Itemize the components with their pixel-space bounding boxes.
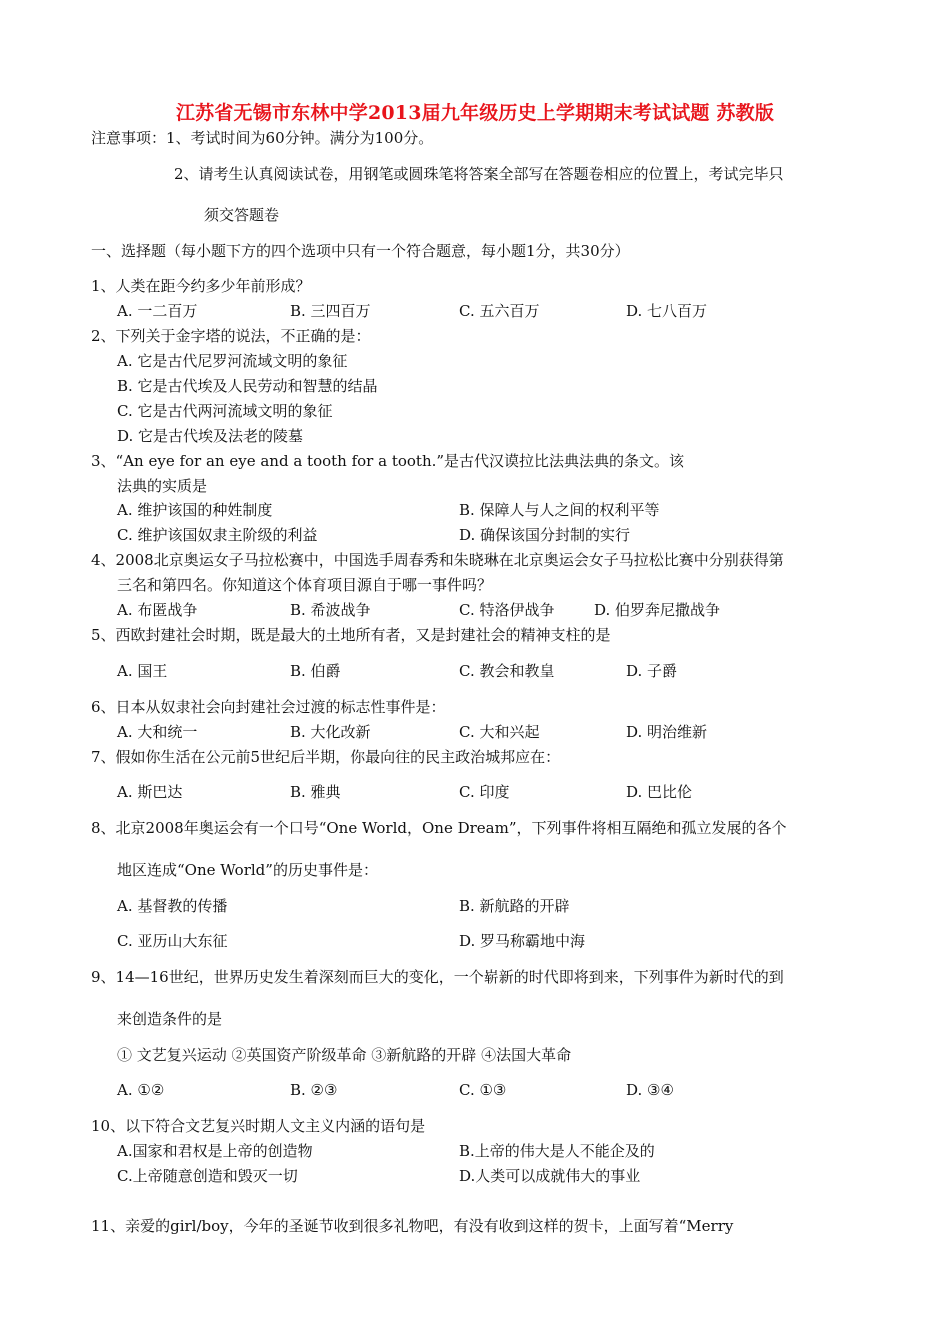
question-5-option-c: C. 教会和教皇 [459,662,555,680]
question-9-option-c: C. ①③ [459,1081,507,1099]
question-9-items: ① 文艺复兴运动 ②英国资产阶级革命 ③新航路的开辟 ④法国大革命 [117,1046,572,1064]
question-10-option-b: B.上帝的伟大是人不能企及的 [459,1142,655,1160]
question-9-option-a: A. ①② [117,1081,165,1099]
question-7-option-b: B. 雅典 [290,783,341,801]
notice-line-1: 注意事项：1、考试时间为60分钟。满分为100分。 [91,129,434,147]
question-5-option-a: A. 国王 [117,662,168,680]
question-3-option-a: A. 维护该国的种姓制度 [117,501,273,519]
question-3-option-d: D. 确保该国分封制的实行 [459,526,631,544]
question-1-stem: 1、人类在距今约多少年前形成？ [91,277,311,295]
question-1-option-a: A. 一二百万 [117,302,198,320]
question-8-stem-cont: 地区连成“One World”的历史事件是： [117,861,378,879]
question-10-option-d: D.人类可以成就伟大的事业 [459,1167,641,1185]
question-7-option-c: C. 印度 [459,783,510,801]
question-8-option-c: C. 亚历山大东征 [117,932,228,950]
question-4-stem: 4、2008北京奥运女子马拉松赛中，中国选手周春秀和朱晓琳在北京奥运会女子马拉松比赛中分别获得第 [91,551,784,569]
question-3-stem: 3、“An eye for an eye and a tooth for a tooth.”是古代汉谟拉比法典法典的条文。该 [91,452,685,470]
question-4-option-c: C. 特洛伊战争 [459,601,555,619]
question-2-option-c: C. 它是古代两河流域文明的象征 [117,402,333,420]
question-7-stem: 7、假如你生活在公元前5世纪后半期，你最向往的民主政治城邦应在： [91,748,561,766]
notice-line-2-cont: 须交答题卷 [204,206,280,224]
question-8-option-b: B. 新航路的开辟 [459,897,570,915]
question-2-stem: 2、下列关于金字塔的说法，不正确的是： [91,327,371,345]
question-2-option-a: A. 它是古代尼罗河流域文明的象征 [117,352,348,370]
question-3-stem-cont: 法典的实质是 [117,477,208,495]
question-3-option-c: C. 维护该国奴隶主阶级的利益 [117,526,318,544]
question-11-stem: 11、亲爱的girl/boy，今年的圣诞节收到很多礼物吧，有没有收到这样的贺卡，上面写着“Merry [91,1217,734,1235]
question-8-option-d: D. 罗马称霸地中海 [459,932,586,950]
question-10-option-a: A.国家和君权是上帝的创造物 [117,1142,313,1160]
question-6-option-b: B. 大化改新 [290,723,371,741]
question-2-option-b: B. 它是古代埃及人民劳动和智慧的结晶 [117,377,378,395]
question-1-option-d: D. 七八百万 [626,302,708,320]
question-7-option-d: D. 巴比伦 [626,783,693,801]
question-5-option-b: B. 伯爵 [290,662,341,680]
question-9-option-d: D. ③④ [626,1081,674,1099]
question-1-option-c: C. 五六百万 [459,302,540,320]
question-5-stem: 5、西欧封建社会时期，既是最大的土地所有者，又是封建社会的精神支柱的是 [91,626,611,644]
notice-line-2: 2、请考生认真阅读试卷，用钢笔或圆珠笔将答案全部写在答题卷相应的位置上，考试完毕只 [174,165,784,183]
question-4-stem-cont: 三名和第四名。你知道这个体育项目源自于哪一事件吗？ [117,576,493,594]
question-7-option-a: A. 斯巴达 [117,783,183,801]
question-3-option-b: B. 保障人与人之间的权利平等 [459,501,660,519]
question-1-option-b: B. 三四百万 [290,302,371,320]
question-9-stem: 9、14—16世纪，世界历史发生着深刻而巨大的变化，一个崭新的时代即将到来，下列事件为新时代的到 [91,968,784,986]
question-6-option-c: C. 大和兴起 [459,723,540,741]
question-6-option-a: A. 大和统一 [117,723,198,741]
question-6-stem: 6、日本从奴隶社会向封建社会过渡的标志性事件是： [91,698,446,716]
question-4-option-a: A. 布匿战争 [117,601,198,619]
exam-title: 江苏省无锡市东林中学2013届九年级历史上学期期末考试试题 苏教版 [175,102,775,124]
question-5-option-d: D. 子爵 [626,662,678,680]
question-4-option-d: D. 伯罗奔尼撒战争 [594,601,721,619]
question-4-option-b: B. 希波战争 [290,601,371,619]
question-9-stem-cont: 来创造条件的是 [117,1010,223,1028]
question-10-stem: 10、以下符合文艺复兴时期人文主义内涵的语句是 [91,1117,426,1135]
section-heading: 一、选择题（每小题下方的四个选项中只有一个符合题意，每小题1分，共30分） [91,242,630,260]
question-10-option-c: C.上帝随意创造和毁灭一切 [117,1167,298,1185]
question-9-option-b: B. ②③ [290,1081,338,1099]
question-6-option-d: D. 明治维新 [626,723,708,741]
question-8-stem: 8、北京2008年奥运会有一个口号“One World，One Dream”，下列事件将相互隔绝和孤立发展的各个 [91,819,787,837]
question-8-option-a: A. 基督教的传播 [117,897,228,915]
question-2-option-d: D. 它是古代埃及法老的陵墓 [117,427,304,445]
